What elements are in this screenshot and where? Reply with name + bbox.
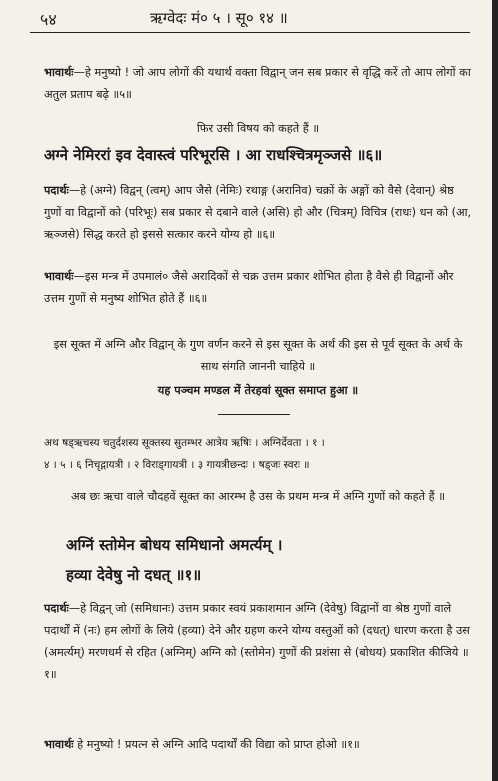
padarth-text: —हे विद्वन् जो (समिधानः) उत्तम प्रकार स्वयं प्रकाशमान अग्नि (देवेषु) विद्वानों वा श्रेष्ठ गुणों वाले पदार्थों में (नः) हम लोगों के लिये (हव्या) देने और ग्रहण करने योग्य वस्तुओं को (दधत्) धारण करता है उस (अमर्त्यम्) मरणधर्म से रहित (अग्निम्) अग्नि को (स्तोमेन) गुणों की प्रशंसा से (बोधय) प्रकाशित कीजिये ॥१॥: [44, 602, 470, 681]
intro-text: फिर उसी विषय को कहते हैं ॥: [196, 122, 320, 135]
page-header: [0, 6, 498, 28]
bhavarth-text: —हे मनुष्यो ! जो आप लोगों की यथार्थ वक्ता विद्वान् जन सब प्रकार से वृद्धि करें तो आप लोगों का अतुल प्रताप बढ़े ॥५॥: [44, 66, 471, 101]
section-separator: [218, 414, 290, 415]
running-title: ऋग्वेदः मं० ५ । सू० १४ ॥: [150, 9, 288, 27]
bhavarth-5: [44, 62, 472, 106]
bhavarth-6: [44, 266, 472, 310]
sangati-note: इस सूक्त में अग्नि और विद्वान् के गुण वर्णन करने से इस सूक्त के अर्थ की इस से पूर्व सूक्त के अर्थ के साथ संगति जाननी चाहिये ॥: [53, 338, 463, 373]
mantra-1-line-2: हव्या देवेषु नो दधत् ॥१॥: [66, 566, 202, 584]
bhavarth-1: [44, 734, 472, 756]
padarth-6: [44, 180, 472, 246]
padarth-label: पदार्थः: [44, 602, 69, 615]
bhavarth-label: भावार्थः: [44, 738, 74, 751]
padarth-label: पदार्थः: [44, 184, 69, 197]
mantra-6: अग्ने नेमिररां इव देवास्त्वं परिभूरसि । आ राधश्चित्रमृञ्जसे ॥६॥: [44, 146, 383, 164]
padarth-text: —हे (अग्ने) विद्वन् (त्वम्) आप जैसे (नेमिः) रथाङ्ग (अरानिव) चक्रों के अङ्गों को वैसे (देवान्) श्रेष्ठ गुणों वा विद्वानों को (परिभूः) सब प्रकार से दबाने वाले (असि) हो और (चित्रम्) विचित्र (राधः) धन को (आ, ऋञ्जसे) सिद्ध करते हो इससे सत्कार करने योग्य हो ॥६॥: [44, 184, 472, 241]
bhavarth-text: —इस मन्त्र में उपमालं० जैसे अरादिकों से चक्र उत्तम प्रकार शोभित होता है वैसे ही विद्वानों और उत्तम गुणों से मनुष्य शोभित होते हैं ॥६॥: [44, 270, 454, 305]
header-rule: [30, 32, 470, 33]
anukramani-line-2: ४ । ५ । ६ निचृद्गायत्री । २ विराड्गायत्री । ३ गायत्रीछन्दः । षड्जः स्वरः ॥: [44, 459, 310, 471]
anukramani-line-1: अथ षड्ऋचस्य चतुर्दशस्य सूक्तस्य सुतम्भर आत्रेय ऋषिः । अग्निर्देवता । १ ।: [44, 437, 325, 449]
mantra-1-line-1: अग्निं स्तोमेन बोधय समिधानो अमर्त्यम् ।: [66, 536, 283, 554]
padarth-1: [44, 598, 472, 686]
intro-sukta-14: अब छः ऋचा वाले चौदहवें सूक्त का आरम्भ है उस के प्रथम मन्त्र में अग्नि गुणों को कहते हैं ॥: [71, 490, 445, 503]
page-number: ५४: [40, 10, 57, 29]
sukta-conclusion: यह पञ्चम मण्डल में तेरहवां सूक्त समाप्त हुआ ॥: [157, 384, 359, 397]
bhavarth-label: भावार्थः: [44, 66, 74, 79]
bhavarth-label: भावार्थः: [44, 270, 74, 283]
page-edge: [492, 0, 498, 781]
bhavarth-text: हे मनुष्यो ! प्रयत्न से अग्नि आदि पदार्थों की विद्या को प्राप्त होओ ॥१॥: [73, 738, 360, 751]
